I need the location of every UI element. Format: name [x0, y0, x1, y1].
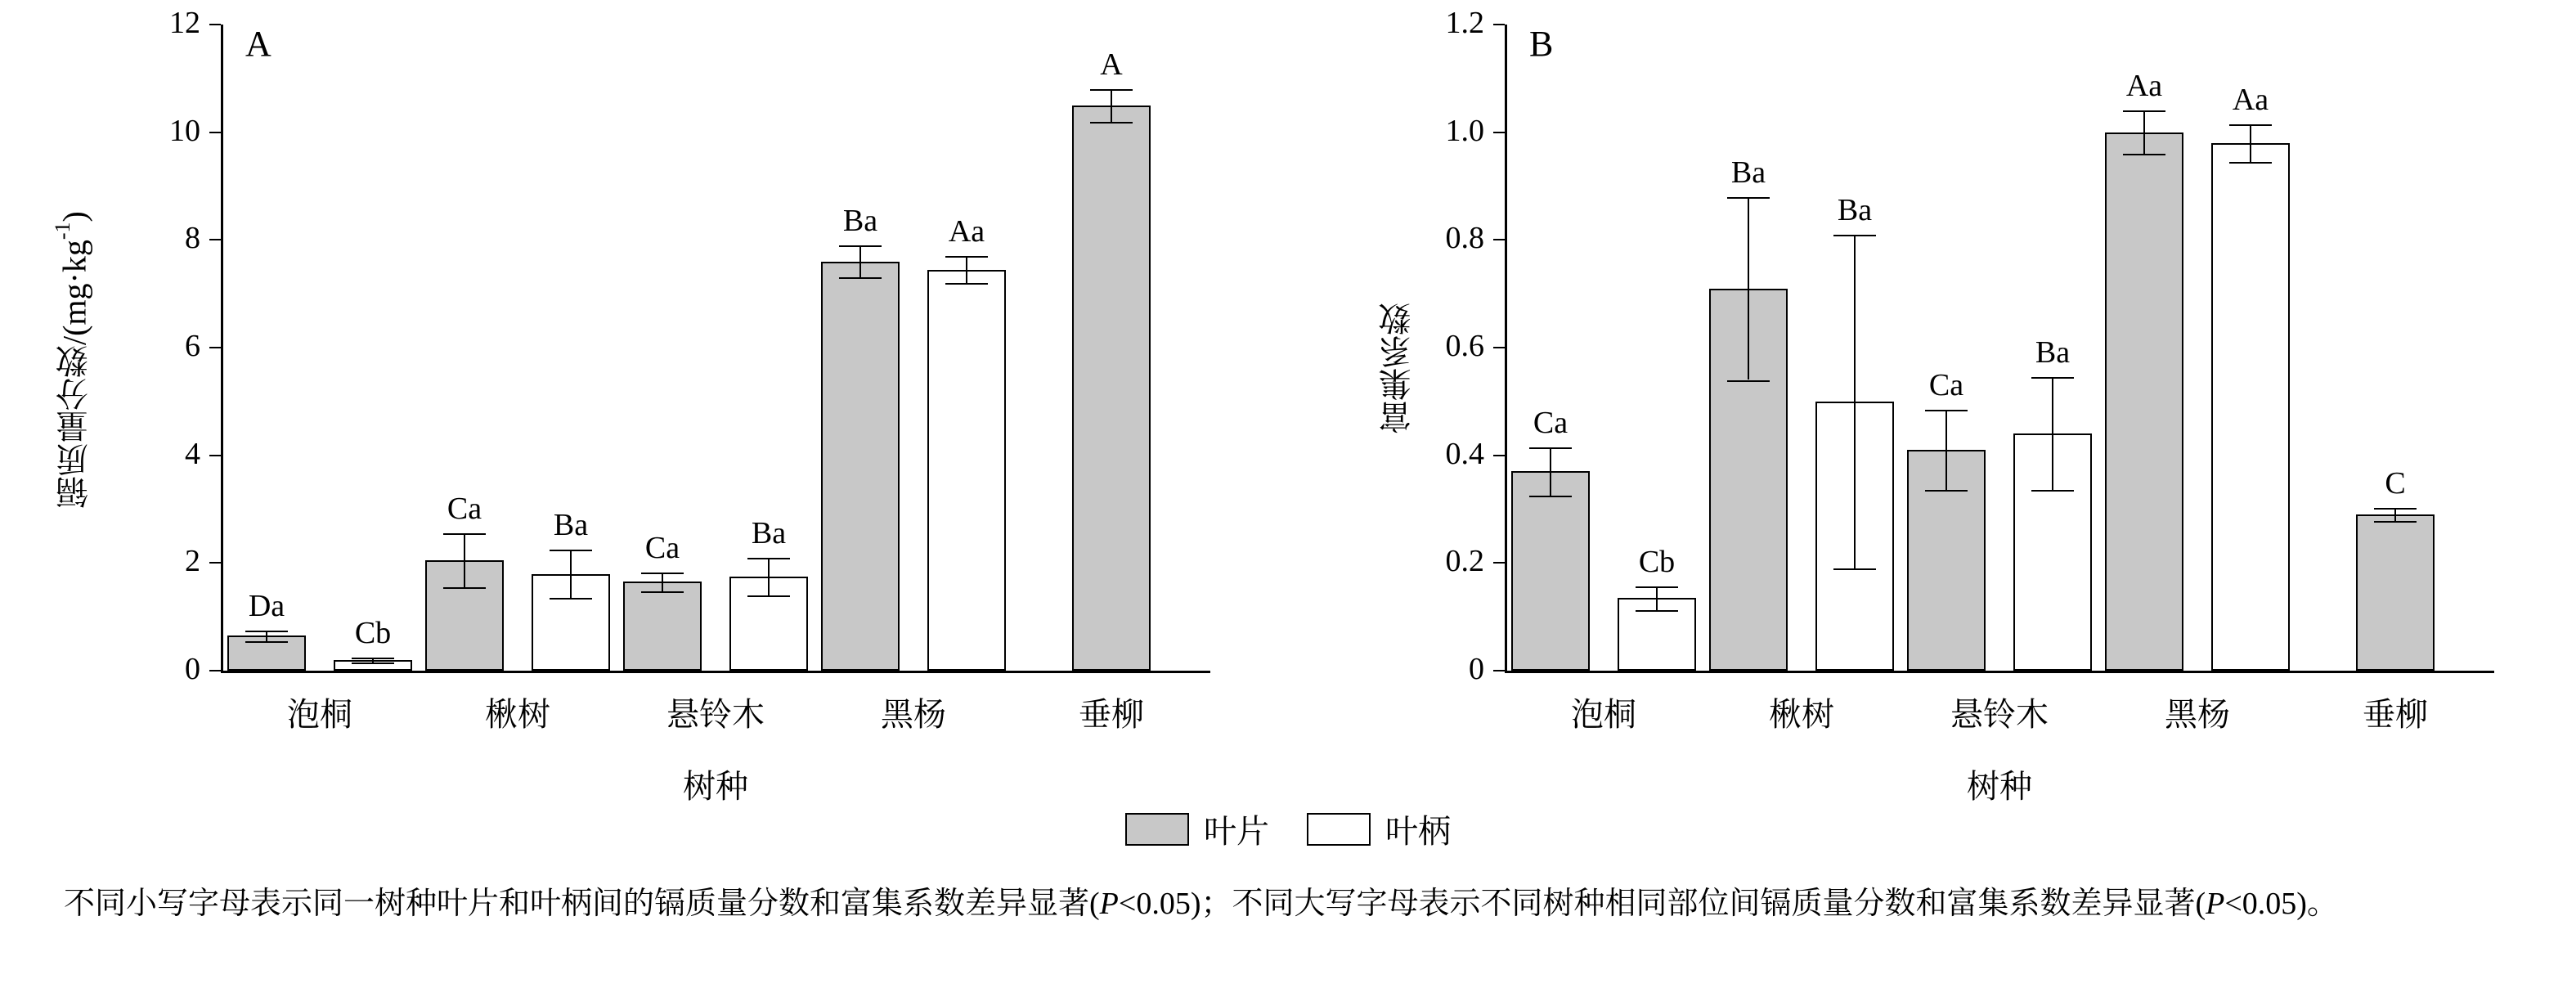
error-bar-cap: [1727, 197, 1770, 199]
x-tick-label: 楸树: [1769, 696, 1834, 733]
error-bar: [966, 256, 967, 283]
panel-b-plot-area: [1445, 6, 2494, 733]
bar-叶柄-黑杨: [2211, 143, 2290, 671]
bar-叶片-泡桐: [1511, 471, 1590, 671]
y-tick-label: 4: [185, 436, 200, 471]
error-bar: [1656, 586, 1658, 610]
y-tick-label: 0: [1469, 652, 1484, 686]
y-tick-mark: [1493, 239, 1505, 240]
significance-label: Ca: [1533, 405, 1568, 440]
significance-label: Ba: [2035, 335, 2071, 371]
y-tick-label: 0.2: [1445, 544, 1484, 579]
y-axis: [1505, 25, 1507, 671]
bar-叶片-黑杨: [2105, 132, 2183, 671]
error-bar-cap: [1727, 380, 1770, 382]
error-bar-cap: [945, 283, 988, 285]
error-bar-cap: [1090, 122, 1133, 124]
y-tick-mark: [1493, 670, 1505, 671]
error-bar: [2394, 508, 2396, 521]
figure-legend: [0, 806, 2576, 852]
y-tick-mark: [1493, 455, 1505, 456]
significance-label: A: [1100, 47, 1123, 82]
significance-label: Aa: [2125, 69, 2163, 104]
error-bar-cap: [1090, 89, 1133, 91]
error-bar-cap: [2123, 110, 2165, 112]
significance-label: Cb: [354, 615, 392, 650]
panel-a-x-axis-label: 树种: [683, 768, 748, 805]
panel-b-y-axis-label: 富集系数: [1379, 303, 1416, 433]
error-bar-cap: [245, 641, 288, 643]
x-tick-label: 黑杨: [881, 696, 946, 733]
x-axis: [1505, 671, 2494, 673]
y-tick-label: 0.4: [1445, 436, 1484, 471]
error-bar-cap: [443, 533, 486, 535]
significance-label: Ba: [751, 515, 787, 550]
error-bar-cap: [747, 595, 790, 597]
error-bar-cap: [1833, 235, 1876, 236]
panel-b-x-axis-label: 树种: [1967, 768, 2032, 805]
y-axis: [221, 25, 223, 671]
panel-a-y-axis-label-exponent: -1: [51, 222, 74, 240]
x-tick-label: 悬铃木: [666, 696, 765, 733]
error-bar: [1111, 89, 1112, 122]
error-bar-cap: [1925, 490, 1968, 492]
error-bar-cap: [2031, 490, 2074, 492]
error-bar: [662, 573, 663, 592]
error-bar-cap: [550, 550, 592, 551]
panel-a-y-axis-label-tail: ): [56, 211, 93, 222]
figure-caption: 不同小写字母表示同一树种叶片和叶柄间的镉质量分数和富集系数差异显著(P<0.05)；不同大写字母表示不同树种相同部位间镉质量分数和富集系数差异显著(P<0.05)。: [64, 887, 2338, 921]
x-tick-label: 黑杨: [2165, 696, 2230, 733]
significance-label: C: [2385, 466, 2406, 501]
panel-a-y-axis-label-main: 镉质量分数/(mg·kg: [56, 240, 93, 509]
error-bar-cap: [245, 631, 288, 632]
y-tick-mark: [209, 455, 221, 456]
x-axis: [221, 671, 1210, 673]
y-tick-label: 0: [185, 652, 200, 686]
error-bar-cap: [945, 256, 988, 258]
panel-a-plot-area: [169, 6, 1210, 733]
error-bar: [2250, 124, 2251, 162]
y-tick-mark: [209, 670, 221, 671]
legend-item-petiole: [1307, 806, 1451, 852]
error-bar-cap: [1925, 410, 1968, 411]
y-tick-label: 8: [185, 221, 200, 256]
panel-a-letter: A: [245, 24, 272, 64]
bar-叶片-垂柳: [1072, 106, 1151, 671]
significance-label: Aa: [948, 214, 985, 249]
y-tick-mark: [1493, 347, 1505, 348]
error-bar-cap: [747, 558, 790, 559]
x-tick-label: 泡桐: [287, 696, 352, 733]
error-bar-cap: [1833, 568, 1876, 570]
error-bar: [2052, 377, 2053, 490]
chart-panel-b: [1284, 0, 2576, 805]
error-bar-cap: [1529, 496, 1572, 497]
error-bar-cap: [2374, 508, 2417, 510]
error-bar: [859, 245, 861, 278]
bar-叶片-垂柳: [2356, 514, 2435, 671]
error-bar: [768, 558, 770, 595]
significance-label: Ba: [1730, 155, 1766, 190]
legend-swatch-filled: [1125, 813, 1189, 846]
y-tick-label: 6: [185, 329, 200, 363]
panel-b-letter: B: [1529, 24, 1554, 64]
y-tick-label: 2: [185, 544, 200, 579]
error-bar: [1748, 197, 1749, 380]
significance-label: Ca: [644, 530, 680, 565]
legend-swatch-open: [1307, 813, 1371, 846]
error-bar-cap: [1529, 447, 1572, 449]
error-bar-cap: [2229, 124, 2272, 126]
significance-label: Ba: [842, 203, 878, 238]
legend-item-leaf: [1125, 806, 1269, 852]
significance-label: Ba: [553, 507, 589, 542]
y-tick-mark: [209, 132, 221, 133]
y-tick-mark: [1493, 562, 1505, 564]
y-tick-label: 1.0: [1445, 113, 1484, 148]
error-bar-cap: [2374, 521, 2417, 523]
x-tick-label: 悬铃木: [1950, 696, 2049, 733]
y-tick-mark: [1493, 132, 1505, 133]
chart-panel-a: [0, 0, 1284, 805]
y-tick-mark: [209, 347, 221, 348]
error-bar-cap: [1636, 610, 1678, 612]
y-tick-mark: [209, 239, 221, 240]
y-tick-mark: [209, 24, 221, 25]
bar-叶片-黑杨: [821, 262, 900, 671]
significance-label: Aa: [2232, 82, 2269, 117]
error-bar-cap: [352, 662, 394, 664]
y-tick-mark: [209, 562, 221, 564]
error-bar: [2143, 110, 2145, 154]
error-bar: [1945, 410, 1947, 491]
bar-叶柄-黑杨: [927, 270, 1006, 671]
legend-label-leaf: 叶片: [1204, 813, 1269, 850]
significance-label: Ca: [447, 492, 482, 527]
x-tick-label: 垂柳: [2363, 696, 2428, 733]
y-tick-label: 10: [169, 113, 200, 148]
significance-label: Ca: [1928, 367, 1964, 402]
error-bar: [1550, 447, 1551, 496]
y-tick-label: 1.2: [1445, 6, 1484, 40]
x-tick-label: 泡桐: [1571, 696, 1636, 733]
y-tick-label: 0.8: [1445, 221, 1484, 256]
error-bar: [1854, 235, 1856, 568]
error-bar-cap: [1636, 586, 1678, 588]
error-bar-cap: [352, 658, 394, 659]
significance-label: Da: [248, 588, 285, 623]
significance-label: Ba: [1837, 192, 1873, 227]
bar-叶片-悬铃木: [623, 582, 702, 671]
error-bar-cap: [2123, 154, 2165, 155]
error-bar-cap: [550, 598, 592, 600]
error-bar-cap: [641, 591, 684, 593]
error-bar-cap: [641, 573, 684, 574]
y-tick-label: 0.6: [1445, 329, 1484, 363]
x-tick-label: 楸树: [485, 696, 550, 733]
legend-label-petiole: 叶柄: [1385, 813, 1451, 850]
error-bar-cap: [2031, 377, 2074, 379]
y-tick-mark: [1493, 24, 1505, 25]
y-tick-label: 12: [169, 6, 200, 40]
error-bar: [464, 533, 465, 587]
significance-label: Cb: [1638, 544, 1676, 579]
error-bar: [570, 550, 572, 598]
error-bar-cap: [839, 277, 882, 279]
error-bar-cap: [443, 587, 486, 589]
error-bar-cap: [839, 245, 882, 247]
error-bar-cap: [2229, 162, 2272, 164]
x-tick-label: 垂柳: [1079, 696, 1144, 733]
